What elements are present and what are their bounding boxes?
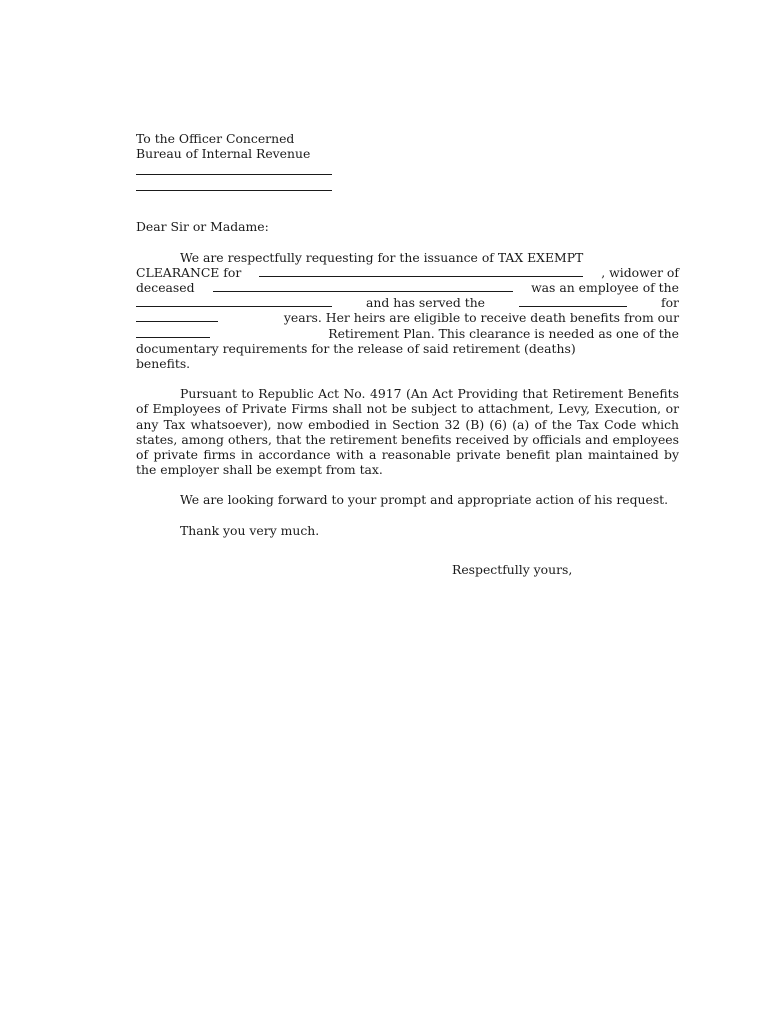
request-line-8: benefits. (136, 356, 191, 372)
request-line-3 (136, 280, 679, 295)
for-text: for (661, 295, 679, 311)
retirement-plan-text: Retirement Plan. This clearance is needed as one of the (328, 325, 679, 341)
requirements-text: documentary requirements for the release of said retirement (deaths) (136, 340, 576, 356)
deceased-name-blank (213, 280, 513, 292)
widower-name-blank (259, 265, 583, 277)
recipient-line-1: To the Officer Concerned (136, 131, 295, 146)
years-blank (136, 310, 218, 322)
request-paragraph (136, 250, 679, 372)
company-blank (519, 295, 627, 307)
years-text: years. Her heirs are eligible to receive death benefits from our (283, 310, 679, 326)
employer-name-blank (136, 295, 332, 307)
letter-body (136, 131, 679, 577)
request-line-5 (136, 310, 679, 325)
plan-name-blank (136, 326, 210, 338)
widower-of-text: , widower of (601, 264, 679, 280)
address-blank-line-2 (136, 175, 332, 191)
looking-forward-paragraph (136, 492, 679, 507)
clearance-for-text: CLEARANCE for (136, 264, 242, 280)
request-line-1 (136, 250, 679, 265)
recipient-line-2: Bureau of Internal Revenue (136, 146, 311, 162)
has-served-text: and has served the (366, 295, 486, 311)
request-line-2 (136, 265, 679, 280)
thank-you-text: Thank you very much. (180, 522, 320, 538)
request-line-7 (136, 341, 679, 356)
looking-forward-text: We are looking forward to your prompt and appropriate action of his request. (180, 492, 669, 508)
thank-you-paragraph (136, 523, 679, 538)
employee-of-text: was an employee of the (531, 280, 679, 296)
greeting: Dear Sir or Madame: (136, 219, 269, 235)
address-blank-line-1 (136, 159, 332, 175)
pursuant-paragraph (136, 386, 679, 477)
closing: Respectfully yours, (452, 561, 573, 577)
deceased-text: deceased (136, 280, 195, 296)
request-line-6 (136, 326, 679, 341)
request-line-4 (136, 295, 679, 310)
pursuant-text: Pursuant to Republic Act No. 4917 (An Act Providing that Retirement Benefits of Employees of Private Firms shall not be subject to attachment, Levy, Execution, or any Tax whatsoever), now embodied in Section 32 (B) (6) (a) of the Tax Code which states, among others, that the retirement benefits received by officials and employees of private firms in accordance with a reasonable private benefit plan maintained by the employer shall be exempt from tax. (136, 386, 679, 478)
request-text-1: We are respectfully requesting for the issuance of TAX EXEMPT (180, 249, 584, 265)
